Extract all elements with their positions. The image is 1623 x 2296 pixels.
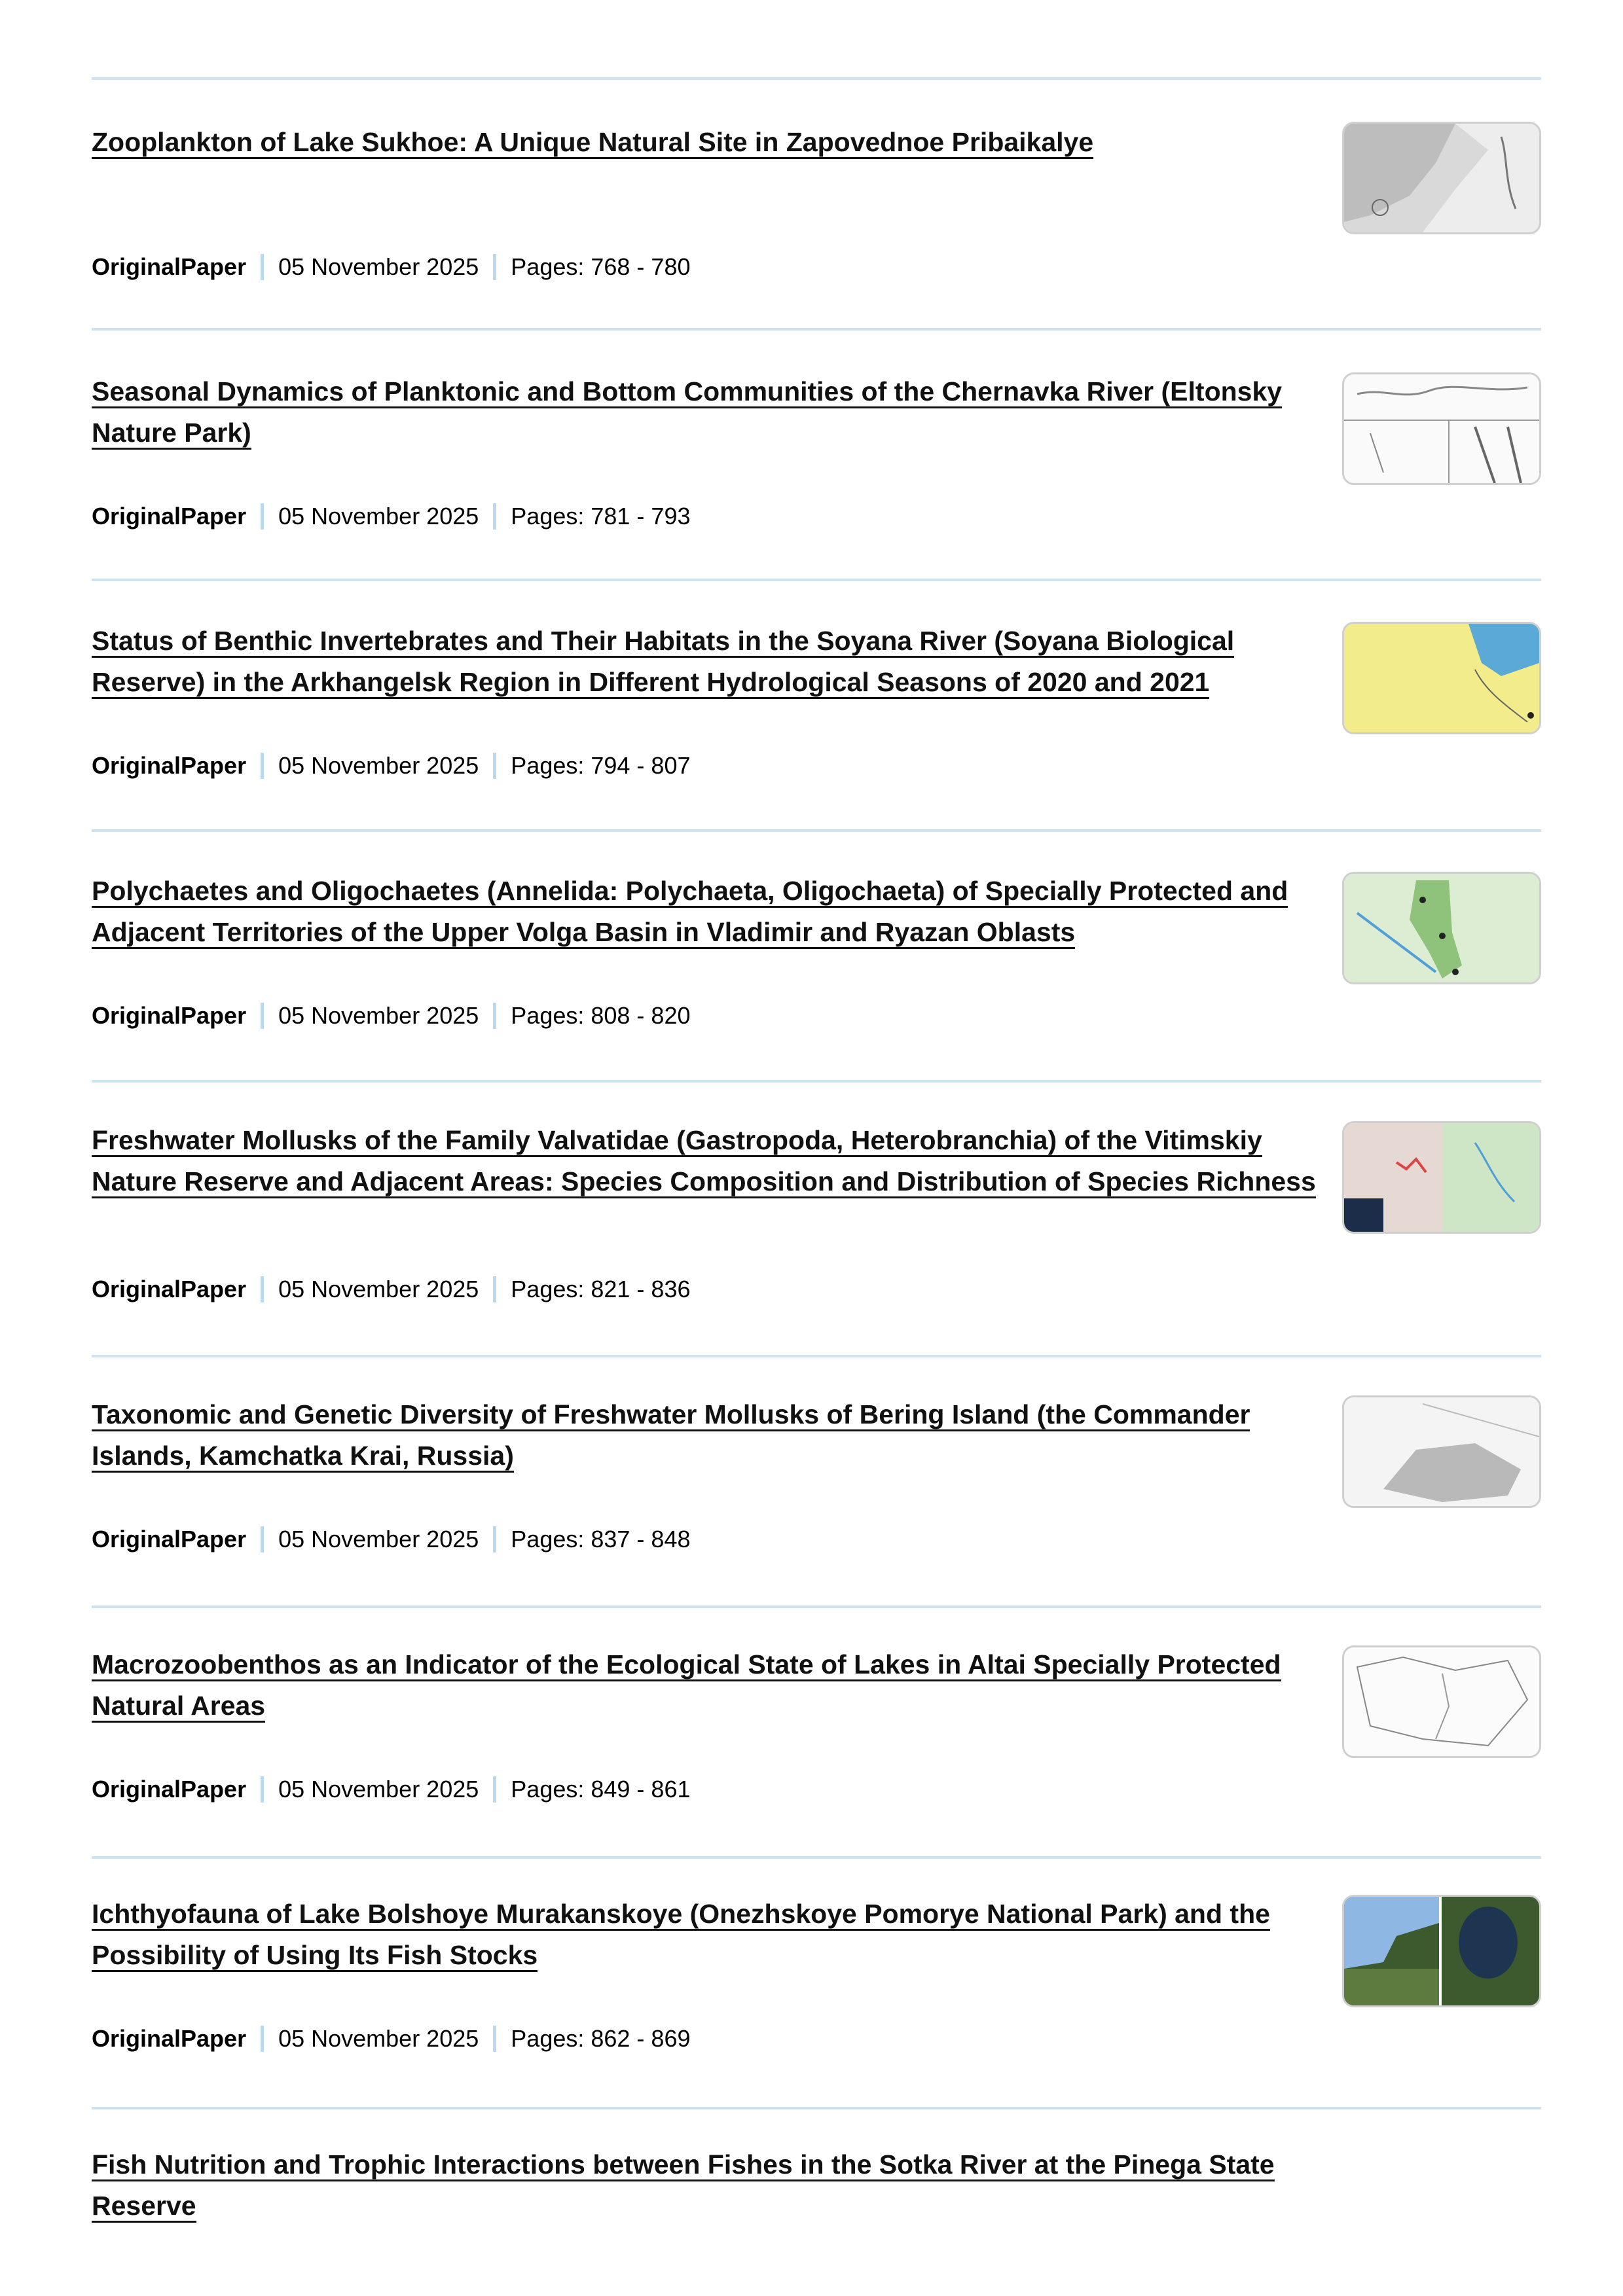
article-pages: Pages: 781 - 793 xyxy=(511,503,691,529)
article-title xyxy=(92,371,1316,454)
meta-divider xyxy=(261,1003,264,1029)
yellow-map-thumbnail[interactable] xyxy=(1342,622,1541,734)
article-title-link[interactable]: Seasonal Dynamics of Planktonic and Bottom Communities of the Chernavka River (Eltonsky Nature Park) xyxy=(92,376,1282,450)
divider xyxy=(92,1080,1541,1083)
article-title-link[interactable]: Ichthyofauna of Lake Bolshoye Murakanskoye (Onezhskoye Pomorye National Park) and the Possibility of Using Its Fish Stocks xyxy=(92,1899,1270,1972)
article-pages: Pages: 794 - 807 xyxy=(511,752,691,779)
article-title-link[interactable]: Status of Benthic Invertebrates and Their Habitats in the Soyana River (Soyana Biological Reserve) in the Arkhangelsk Region in Different Hydrological Seasons of 2020 and 2021 xyxy=(92,626,1234,699)
river-map-thumbnail[interactable] xyxy=(1342,372,1541,485)
divider xyxy=(92,328,1541,331)
article-date: 05 November 2025 xyxy=(278,752,479,779)
article-date: 05 November 2025 xyxy=(278,1002,479,1029)
article-date: 05 November 2025 xyxy=(278,503,479,529)
article-title-link[interactable]: Polychaetes and Oligochaetes (Annelida: Polychaeta, Oligochaeta) of Specially Protected and Adjacent Territories of the Upper Volga Basin in Vladimir and Ryazan Oblasts xyxy=(92,876,1288,949)
divider xyxy=(92,1605,1541,1608)
meta-divider xyxy=(493,254,496,280)
meta-divider xyxy=(493,1003,496,1029)
outline-map-thumbnail[interactable] xyxy=(1342,1645,1541,1758)
article-pages: Pages: 821 - 836 xyxy=(511,1276,691,1302)
article-date: 05 November 2025 xyxy=(278,1276,479,1302)
divider xyxy=(92,579,1541,581)
article-date: 05 November 2025 xyxy=(278,2025,479,2052)
article-pages: Pages: 837 - 848 xyxy=(511,1526,691,1552)
article-title xyxy=(92,2144,1316,2227)
article-title xyxy=(92,122,1316,163)
article-title xyxy=(92,1394,1316,1477)
article-meta xyxy=(92,253,690,281)
meta-divider xyxy=(261,1776,264,1803)
article-meta xyxy=(92,1775,690,1804)
article-type: OriginalPaper xyxy=(92,1526,247,1552)
article-pages: Pages: 862 - 869 xyxy=(511,2025,691,2052)
article-type: OriginalPaper xyxy=(92,2025,247,2052)
meta-divider xyxy=(261,2026,264,2052)
article-meta xyxy=(92,1001,690,1030)
article-type: OriginalPaper xyxy=(92,253,247,280)
article-meta xyxy=(92,1525,690,1554)
article-pages: Pages: 768 - 780 xyxy=(511,253,691,280)
article-meta xyxy=(92,502,690,531)
article-type: OriginalPaper xyxy=(92,1002,247,1029)
article-meta xyxy=(92,751,690,780)
meta-divider xyxy=(261,503,264,529)
article-pages: Pages: 808 - 820 xyxy=(511,1002,691,1029)
article-date: 05 November 2025 xyxy=(278,253,479,280)
green-map-thumbnail[interactable] xyxy=(1342,872,1541,984)
article-title-link[interactable]: Freshwater Mollusks of the Family Valvatidae (Gastropoda, Heterobranchia) of the Vitimskiy Nature Reserve and Adjacent Areas: Species Composition and Distribution of Species Richness xyxy=(92,1125,1316,1198)
satellite-map-thumbnail[interactable] xyxy=(1342,1895,1541,2007)
meta-divider xyxy=(261,1276,264,1302)
article-title-link[interactable]: Zooplankton of Lake Sukhoe: A Unique Natural Site in Zapovednoe Pribaikalye xyxy=(92,127,1093,159)
meta-divider xyxy=(493,2026,496,2052)
article-title xyxy=(92,870,1316,953)
article-date: 05 November 2025 xyxy=(278,1526,479,1552)
article-title xyxy=(92,620,1316,703)
topographic-map-thumbnail[interactable] xyxy=(1342,1121,1541,1234)
meta-divider xyxy=(493,1276,496,1302)
meta-divider xyxy=(261,753,264,779)
article-type: OriginalPaper xyxy=(92,752,247,779)
meta-divider xyxy=(493,753,496,779)
meta-divider xyxy=(493,503,496,529)
meta-divider xyxy=(493,1526,496,1552)
article-title xyxy=(92,1893,1316,1976)
divider xyxy=(92,2107,1541,2109)
article-type: OriginalPaper xyxy=(92,1276,247,1302)
article-type: OriginalPaper xyxy=(92,503,247,529)
article-title-link[interactable]: Macrozoobenthos as an Indicator of the Ecological State of Lakes in Altai Specially Protected Natural Areas xyxy=(92,1649,1281,1723)
article-date: 05 November 2025 xyxy=(278,1776,479,1803)
divider xyxy=(92,1355,1541,1357)
article-type: OriginalPaper xyxy=(92,1776,247,1803)
divider xyxy=(92,1856,1541,1859)
meta-divider xyxy=(261,1526,264,1552)
article-meta xyxy=(92,1275,690,1304)
article-title-link[interactable]: Taxonomic and Genetic Diversity of Freshwater Mollusks of Bering Island (the Commander Islands, Kamchatka Krai, Russia) xyxy=(92,1399,1250,1473)
meta-divider xyxy=(261,254,264,280)
island-map-thumbnail[interactable] xyxy=(1342,1395,1541,1508)
article-pages: Pages: 849 - 861 xyxy=(511,1776,691,1803)
relief-map-thumbnail[interactable] xyxy=(1342,122,1541,234)
article-meta xyxy=(92,2024,690,2053)
meta-divider xyxy=(493,1776,496,1803)
article-title xyxy=(92,1120,1316,1202)
article-title-link[interactable]: Fish Nutrition and Trophic Interactions between Fishes in the Sotka River at the Pinega State Reserve xyxy=(92,2149,1275,2223)
divider xyxy=(92,77,1541,80)
article-title xyxy=(92,1644,1316,1727)
divider xyxy=(92,829,1541,832)
